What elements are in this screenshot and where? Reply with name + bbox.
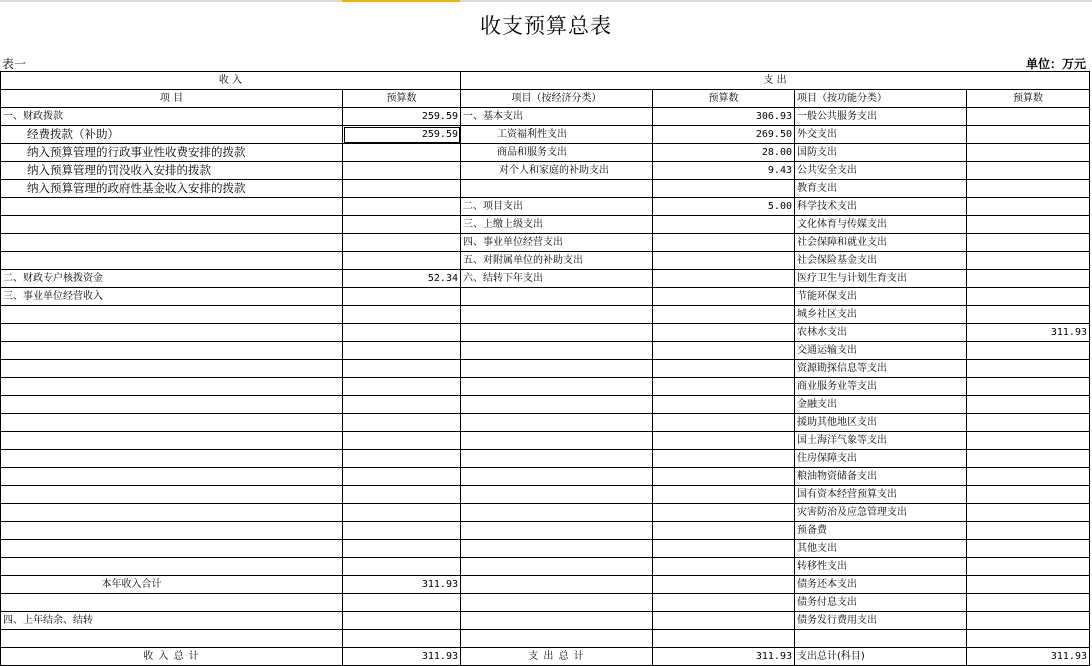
budget-table <box>0 71 1090 666</box>
econ-item-cell[interactable] <box>461 396 653 414</box>
func-item-cell[interactable]: 社会保障和就业支出 <box>795 234 967 252</box>
econ-budget-cell[interactable] <box>653 342 795 360</box>
table-row <box>1 162 1090 180</box>
func-budget-cell[interactable] <box>967 612 1090 630</box>
econ-item-cell[interactable] <box>461 324 653 342</box>
func-budget-cell[interactable] <box>967 594 1090 612</box>
income-budget-cell[interactable] <box>343 504 461 522</box>
func-item-cell[interactable]: 转移性支出 <box>795 558 967 576</box>
func-item-cell[interactable]: 债务还本支出 <box>795 576 967 594</box>
func-budget-cell[interactable] <box>967 234 1090 252</box>
income-budget-cell[interactable] <box>343 234 461 252</box>
income-item-cell[interactable] <box>1 396 343 414</box>
income-item-cell[interactable]: 一、财政拨款 <box>1 108 343 126</box>
table-row <box>1 126 1090 144</box>
income-item-cell[interactable]: 收 入 总 计 <box>1 648 343 666</box>
econ-item-cell[interactable] <box>461 342 653 360</box>
income-budget-cell[interactable] <box>343 144 461 162</box>
table-row <box>1 414 1090 432</box>
func-budget-cell[interactable] <box>967 396 1090 414</box>
table-row <box>1 252 1090 270</box>
section-header-row <box>1 72 1090 90</box>
column-header-strip <box>0 0 1092 2</box>
func-budget-cell[interactable] <box>967 378 1090 396</box>
income-budget-cell[interactable] <box>343 342 461 360</box>
econ-budget-cell[interactable] <box>653 486 795 504</box>
econ-item-cell[interactable] <box>461 504 653 522</box>
econ-budget-cell[interactable] <box>653 558 795 576</box>
func-item-cell[interactable]: 住房保障支出 <box>795 450 967 468</box>
income-budget-cell[interactable] <box>343 162 461 180</box>
income-item-cell[interactable] <box>1 432 343 450</box>
func-item-cell[interactable] <box>795 630 967 648</box>
func-budget-cell[interactable] <box>967 180 1090 198</box>
econ-item-cell[interactable] <box>461 576 653 594</box>
income-item-cell[interactable] <box>1 414 343 432</box>
income-budget-cell[interactable] <box>343 414 461 432</box>
func-budget-cell[interactable] <box>967 126 1090 144</box>
func-budget-cell[interactable] <box>967 432 1090 450</box>
econ-item-cell[interactable] <box>461 414 653 432</box>
func-budget-cell[interactable] <box>967 360 1090 378</box>
income-budget-cell[interactable] <box>343 612 461 630</box>
income-item-cell[interactable] <box>1 324 343 342</box>
econ-item-cell[interactable] <box>461 540 653 558</box>
table-row <box>1 450 1090 468</box>
table-row <box>1 396 1090 414</box>
income-budget-cell[interactable] <box>343 396 461 414</box>
table-row <box>1 522 1090 540</box>
econ-budget-cell[interactable]: 9.43 <box>653 162 795 180</box>
func-budget-cell[interactable] <box>967 108 1090 126</box>
func-budget-cell[interactable] <box>967 144 1090 162</box>
func-budget-cell[interactable] <box>967 630 1090 648</box>
func-budget-cell[interactable] <box>967 252 1090 270</box>
func-budget-cell[interactable] <box>967 504 1090 522</box>
econ-budget-header[interactable]: 预算数 <box>653 90 795 108</box>
econ-item-cell[interactable] <box>461 432 653 450</box>
func-budget-cell[interactable]: 311.93 <box>967 324 1090 342</box>
func-item-cell[interactable]: 文化体育与传媒支出 <box>795 216 967 234</box>
income-item-cell[interactable] <box>1 540 343 558</box>
econ-budget-cell[interactable] <box>653 360 795 378</box>
econ-item-cell[interactable] <box>461 612 653 630</box>
income-budget-cell[interactable] <box>343 324 461 342</box>
func-budget-cell[interactable] <box>967 270 1090 288</box>
func-item-cell[interactable]: 其他支出 <box>795 540 967 558</box>
income-budget-cell[interactable] <box>343 522 461 540</box>
page-title: 收支预算总表 <box>480 14 612 38</box>
table-row <box>1 630 1090 648</box>
func-item-cell[interactable]: 粮油物资储备支出 <box>795 468 967 486</box>
income-budget-cell[interactable] <box>343 216 461 234</box>
item-column-header[interactable]: 项 目 <box>1 90 343 108</box>
income-budget-cell[interactable]: 52.34 <box>343 270 461 288</box>
func-budget-cell[interactable]: 311.93 <box>967 648 1090 666</box>
table-row <box>1 558 1090 576</box>
table-row <box>1 324 1090 342</box>
table-row <box>1 360 1090 378</box>
func-budget-cell[interactable] <box>967 558 1090 576</box>
econ-budget-cell[interactable] <box>653 216 795 234</box>
func-item-cell[interactable]: 公共安全支出 <box>795 162 967 180</box>
func-budget-cell[interactable] <box>967 414 1090 432</box>
func-budget-header[interactable]: 预算数 <box>967 90 1090 108</box>
table-row <box>1 648 1090 666</box>
econ-budget-cell[interactable] <box>653 252 795 270</box>
func-item-cell[interactable]: 债务付息支出 <box>795 594 967 612</box>
income-budget-cell[interactable]: 311.93 <box>343 648 461 666</box>
income-budget-cell[interactable] <box>343 198 461 216</box>
econ-budget-cell[interactable] <box>653 378 795 396</box>
econ-item-cell[interactable]: 四、事业单位经营支出 <box>461 234 653 252</box>
func-budget-cell[interactable] <box>967 450 1090 468</box>
selected-column-indicator <box>342 0 460 2</box>
econ-budget-cell[interactable]: 311.93 <box>653 648 795 666</box>
econ-budget-cell[interactable] <box>653 504 795 522</box>
table-row <box>1 306 1090 324</box>
func-item-cell[interactable]: 支出总计(科目) <box>795 648 967 666</box>
func-item-cell[interactable]: 国有资本经营预算支出 <box>795 486 967 504</box>
econ-budget-cell[interactable]: 269.50 <box>653 126 795 144</box>
table-row <box>1 576 1090 594</box>
table-row <box>1 504 1090 522</box>
func-budget-cell[interactable] <box>967 216 1090 234</box>
income-item-cell[interactable] <box>1 504 343 522</box>
table-row <box>1 108 1090 126</box>
func-budget-cell[interactable] <box>967 342 1090 360</box>
income-item-cell[interactable]: 经费拨款（补助） <box>1 126 343 144</box>
econ-budget-cell[interactable] <box>653 540 795 558</box>
econ-budget-cell[interactable] <box>653 576 795 594</box>
econ-item-cell[interactable] <box>461 486 653 504</box>
income-item-cell[interactable] <box>1 630 343 648</box>
income-item-cell[interactable]: 纳入预算管理的行政事业性收费安排的拨款 <box>1 144 343 162</box>
income-budget-cell[interactable] <box>343 540 461 558</box>
table-row <box>1 612 1090 630</box>
func-budget-cell[interactable] <box>967 522 1090 540</box>
econ-budget-cell[interactable] <box>653 432 795 450</box>
econ-item-cell[interactable] <box>461 594 653 612</box>
income-budget-cell[interactable] <box>343 630 461 648</box>
income-item-cell[interactable]: 四、上年结余、结转 <box>1 612 343 630</box>
func-item-cell[interactable]: 金融支出 <box>795 396 967 414</box>
econ-item-cell[interactable] <box>461 360 653 378</box>
econ-budget-cell[interactable] <box>653 234 795 252</box>
econ-item-cell[interactable] <box>461 306 653 324</box>
func-budget-cell[interactable] <box>967 540 1090 558</box>
econ-item-cell[interactable]: 一、基本支出 <box>461 108 653 126</box>
econ-budget-cell[interactable] <box>653 468 795 486</box>
income-budget-cell[interactable] <box>343 558 461 576</box>
econ-budget-cell[interactable] <box>653 522 795 540</box>
func-item-cell[interactable]: 国防支出 <box>795 144 967 162</box>
income-budget-cell[interactable] <box>343 360 461 378</box>
income-budget-cell[interactable] <box>343 594 461 612</box>
func-item-cell[interactable]: 一般公共服务支出 <box>795 108 967 126</box>
econ-budget-cell[interactable]: 5.00 <box>653 198 795 216</box>
econ-item-cell[interactable]: 三、上缴上级支出 <box>461 216 653 234</box>
income-budget-cell[interactable] <box>343 432 461 450</box>
table-row <box>1 180 1090 198</box>
income-item-cell[interactable] <box>1 306 343 324</box>
func-item-cell[interactable]: 外交支出 <box>795 126 967 144</box>
func-budget-cell[interactable] <box>967 576 1090 594</box>
econ-item-cell[interactable]: 二、项目支出 <box>461 198 653 216</box>
income-budget-cell[interactable] <box>343 486 461 504</box>
func-item-cell[interactable]: 农林水支出 <box>795 324 967 342</box>
income-budget-header[interactable]: 预算数 <box>343 90 461 108</box>
income-budget-cell[interactable]: 259.59 <box>343 108 461 126</box>
func-item-cell[interactable]: 交通运输支出 <box>795 342 967 360</box>
table-row <box>1 198 1090 216</box>
econ-budget-cell[interactable] <box>653 594 795 612</box>
func-item-cell[interactable]: 科学技术支出 <box>795 198 967 216</box>
func-budget-cell[interactable] <box>967 306 1090 324</box>
income-budget-cell[interactable] <box>343 468 461 486</box>
table-row <box>1 486 1090 504</box>
func-budget-cell[interactable] <box>967 486 1090 504</box>
econ-item-cell[interactable] <box>461 468 653 486</box>
income-budget-cell[interactable]: 259.59 <box>343 126 461 144</box>
econ-item-cell[interactable]: 支 出 总 计 <box>461 648 653 666</box>
econ-budget-cell[interactable] <box>653 288 795 306</box>
econ-item-cell[interactable]: 工资福利性支出 <box>461 126 653 144</box>
func-item-cell[interactable]: 债务发行费用支出 <box>795 612 967 630</box>
income-item-cell[interactable] <box>1 522 343 540</box>
table-row <box>1 270 1090 288</box>
table-row <box>1 144 1090 162</box>
func-item-cell[interactable]: 医疗卫生与计划生育支出 <box>795 270 967 288</box>
func-item-cell[interactable]: 商业服务业等支出 <box>795 378 967 396</box>
income-item-cell[interactable]: 纳入预算管理的政府性基金收入安排的拨款 <box>1 180 343 198</box>
func-item-cell[interactable]: 城乡社区支出 <box>795 306 967 324</box>
income-item-cell[interactable] <box>1 252 343 270</box>
econ-budget-cell[interactable]: 306.93 <box>653 108 795 126</box>
income-item-cell[interactable] <box>1 234 343 252</box>
income-item-cell[interactable] <box>1 198 343 216</box>
func-budget-cell[interactable] <box>967 468 1090 486</box>
income-section-header[interactable]: 收 入 <box>1 72 461 90</box>
unit-label: 单位：万元 <box>1025 57 1086 71</box>
func-budget-cell[interactable] <box>967 288 1090 306</box>
table-row <box>1 540 1090 558</box>
econ-item-cell[interactable] <box>461 630 653 648</box>
econ-budget-cell[interactable] <box>653 450 795 468</box>
func-item-cell[interactable]: 预备费 <box>795 522 967 540</box>
econ-item-cell[interactable] <box>461 522 653 540</box>
econ-item-cell[interactable] <box>461 450 653 468</box>
column-header-row <box>1 90 1090 108</box>
func-item-cell[interactable]: 灾害防治及应急管理支出 <box>795 504 967 522</box>
table-row <box>1 342 1090 360</box>
func-item-cell[interactable]: 节能环保支出 <box>795 288 967 306</box>
income-budget-cell[interactable] <box>343 378 461 396</box>
income-budget-cell[interactable] <box>343 180 461 198</box>
table-row <box>1 288 1090 306</box>
econ-budget-cell[interactable] <box>653 180 795 198</box>
table-row <box>1 378 1090 396</box>
econ-item-cell[interactable] <box>461 288 653 306</box>
income-item-cell[interactable] <box>1 378 343 396</box>
expense-section-header[interactable]: 支 出 <box>461 72 1090 90</box>
econ-item-cell[interactable]: 商品和服务支出 <box>461 144 653 162</box>
table-row <box>1 216 1090 234</box>
income-item-cell[interactable] <box>1 486 343 504</box>
func-budget-cell[interactable] <box>967 198 1090 216</box>
econ-item-cell[interactable]: 对个人和家庭的补助支出 <box>461 162 653 180</box>
func-item-cell[interactable]: 资源勘探信息等支出 <box>795 360 967 378</box>
econ-budget-cell[interactable] <box>653 612 795 630</box>
income-budget-cell[interactable] <box>343 288 461 306</box>
func-item-cell[interactable]: 国土海洋气象等支出 <box>795 432 967 450</box>
func-budget-cell[interactable] <box>967 162 1090 180</box>
func-item-cell[interactable]: 援助其他地区支出 <box>795 414 967 432</box>
econ-class-header[interactable]: 项目（按经济分类） <box>461 90 653 108</box>
income-item-cell[interactable]: 纳入预算管理的罚没收入安排的拨款 <box>1 162 343 180</box>
func-item-cell[interactable]: 社会保险基金支出 <box>795 252 967 270</box>
func-class-header[interactable]: 项目（按功能分类） <box>795 90 967 108</box>
econ-item-cell[interactable] <box>461 378 653 396</box>
income-item-cell[interactable] <box>1 558 343 576</box>
econ-budget-cell[interactable] <box>653 414 795 432</box>
econ-budget-cell[interactable] <box>653 306 795 324</box>
table-row <box>1 234 1090 252</box>
income-budget-cell[interactable]: 311.93 <box>343 576 461 594</box>
func-item-cell[interactable]: 教育支出 <box>795 180 967 198</box>
income-budget-cell[interactable] <box>343 252 461 270</box>
econ-item-cell[interactable] <box>461 558 653 576</box>
income-budget-cell[interactable] <box>343 306 461 324</box>
income-item-cell[interactable] <box>1 342 343 360</box>
income-item-cell[interactable]: 二、财政专户核拨资金 <box>1 270 343 288</box>
econ-budget-cell[interactable] <box>653 396 795 414</box>
econ-budget-cell[interactable] <box>653 324 795 342</box>
income-item-cell[interactable] <box>1 450 343 468</box>
income-item-cell[interactable] <box>1 216 343 234</box>
econ-budget-cell[interactable] <box>653 630 795 648</box>
econ-item-cell[interactable] <box>461 180 653 198</box>
table-row <box>1 468 1090 486</box>
table-row <box>1 594 1090 612</box>
econ-budget-cell[interactable]: 28.00 <box>653 144 795 162</box>
income-item-cell[interactable] <box>1 468 343 486</box>
income-budget-cell[interactable] <box>343 450 461 468</box>
econ-budget-cell[interactable] <box>653 270 795 288</box>
table-tag: 表一 <box>2 57 27 71</box>
income-item-cell[interactable]: 本年收入合计 <box>1 576 343 594</box>
table-row <box>1 432 1090 450</box>
income-item-cell[interactable] <box>1 594 343 612</box>
income-item-cell[interactable]: 三、事业单位经营收入 <box>1 288 343 306</box>
income-item-cell[interactable] <box>1 360 343 378</box>
econ-item-cell[interactable]: 六、结转下年支出 <box>461 270 653 288</box>
econ-item-cell[interactable]: 五、对附属单位的补助支出 <box>461 252 653 270</box>
